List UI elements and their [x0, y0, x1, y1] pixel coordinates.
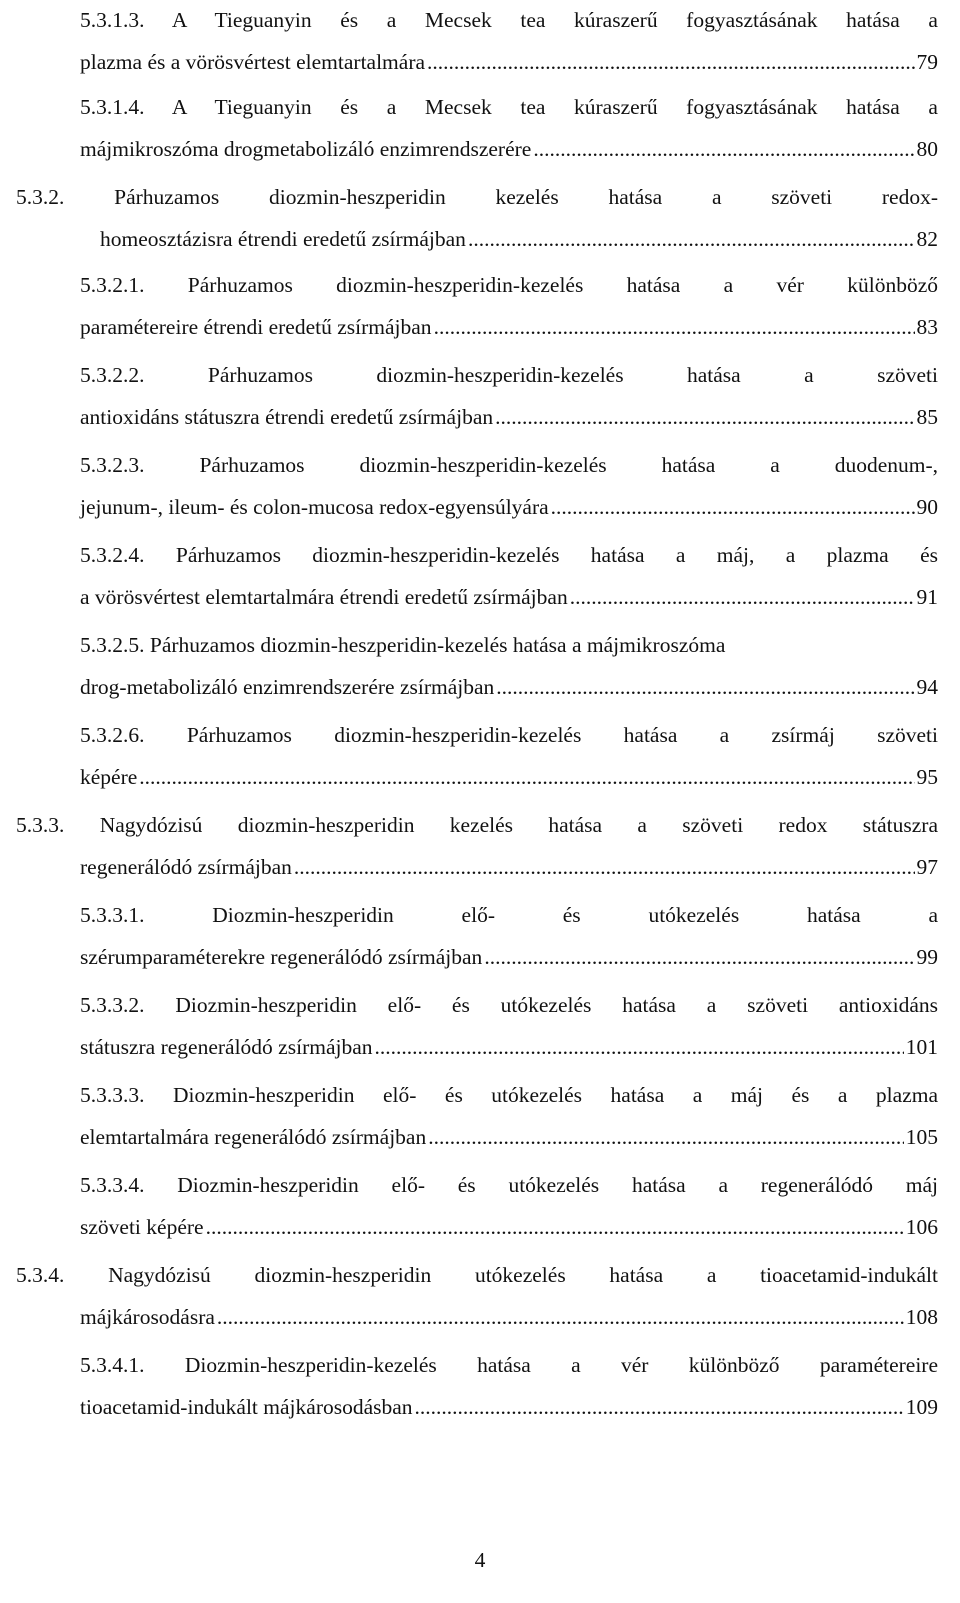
dot-leader — [551, 492, 915, 522]
toc-entry-title: Nagydózisú diozmin-heszperidin utókezelés hatása a tioacetamid-indukált — [108, 1263, 938, 1287]
toc-entry-page: 101 — [905, 1035, 938, 1059]
toc-entry-number: 5.3.3. — [16, 813, 65, 837]
toc-entry-line2 — [80, 1212, 938, 1242]
toc-entry-number: 5.3.2.5. — [80, 633, 145, 657]
toc-entry-line2 — [80, 1122, 938, 1152]
dot-leader — [496, 672, 914, 702]
toc-entry-line1 — [80, 450, 938, 480]
toc-entry-line2 — [80, 852, 938, 882]
toc-entry-title-cont: plazma és a vörösvértest elemtartalmára — [80, 50, 426, 74]
toc-entry-title-cont: antioxidáns státuszra étrendi eredetű zsírmájban — [80, 405, 494, 429]
dot-leader — [139, 762, 914, 792]
toc-entry-line2 — [80, 672, 938, 702]
toc-entry-line1 — [80, 5, 938, 35]
toc-entry-title-cont: státuszra regenerálódó zsírmájban — [80, 1035, 373, 1059]
dot-leader — [415, 1392, 904, 1422]
toc-entry-line2 — [80, 134, 938, 164]
toc-entry-title-cont: paramétereire étrendi eredetű zsírmájban — [80, 315, 432, 339]
dot-leader — [427, 47, 914, 77]
toc-entry-line1 — [80, 1350, 938, 1380]
toc-entry-line1 — [80, 270, 938, 300]
toc-entry-title: Párhuzamos diozmin-heszperidin-kezelés hatása a vér különböző — [187, 273, 938, 297]
toc-entry-line1 — [80, 630, 938, 660]
toc-entry-title-cont: szérumparaméterekre regenerálódó zsírmájban — [80, 945, 483, 969]
toc-entry-line1 — [16, 1260, 938, 1290]
toc-entry-line2 — [80, 942, 938, 972]
toc-entry-title: Diozmin-heszperidin elő- és utókezelés hatása a regenerálódó máj — [177, 1173, 938, 1197]
toc-entry-line1 — [80, 360, 938, 390]
dot-leader — [294, 852, 915, 882]
toc-entry-title: Párhuzamos diozmin-heszperidin-kezelés hatása a zsírmáj szöveti — [186, 723, 938, 747]
toc-entry-page: 90 — [916, 495, 938, 519]
toc-entry-title-cont: homeosztázisra étrendi eredetű zsírmájban — [100, 227, 466, 251]
toc-entry-page: 83 — [916, 315, 938, 339]
toc-entry-title: A Tieguanyin és a Mecsek tea kúraszerű fogyasztásának hatása a — [171, 95, 938, 119]
toc-entry-line2 — [80, 47, 938, 77]
toc-entry-number: 5.3.1.4. — [80, 95, 145, 119]
dot-leader — [375, 1032, 904, 1062]
toc-entry-title-cont: a vörösvértest elemtartalmára étrendi eredetű zsírmájban — [80, 585, 568, 609]
toc-entry-title-cont: szöveti képére — [80, 1215, 204, 1239]
toc-entry-page: 80 — [916, 137, 938, 161]
toc-entry-line2 — [80, 762, 938, 792]
toc-entry-title-cont: tioacetamid-indukált májkárosodásban — [80, 1395, 413, 1419]
toc-entry-line1 — [80, 990, 938, 1020]
toc-entry-number: 5.3.2.6. — [80, 723, 145, 747]
toc-entry-title: Diozmin-heszperidin elő- és utókezelés hatása a máj és a plazma — [173, 1083, 938, 1107]
toc-entry-title-cont: regenerálódó zsírmájban — [80, 855, 292, 879]
dot-leader — [495, 402, 914, 432]
toc-entry-line2 — [100, 224, 938, 254]
toc-entry-number: 5.3.1.3. — [80, 8, 145, 32]
toc-entry-page: 82 — [916, 227, 938, 251]
toc-entry-number: 5.3.2.3. — [80, 453, 145, 477]
toc-entry-line1 — [80, 92, 938, 122]
toc-entry-line2 — [80, 582, 938, 612]
toc-entry-number: 5.3.3.2. — [80, 993, 145, 1017]
toc-entry-number: 5.3.2.4. — [80, 543, 145, 567]
toc-entry-line2 — [80, 402, 938, 432]
toc-entry-title-cont: májmikroszóma drogmetabolizáló enzimrendszerére — [80, 137, 532, 161]
toc-entry-number: 5.3.2.2. — [80, 363, 145, 387]
toc-entry-line1 — [80, 900, 938, 930]
toc-entry-line2 — [80, 312, 938, 342]
toc-entry-title: Diozmin-heszperidin elő- és utókezelés hatása a szöveti antioxidáns — [175, 993, 938, 1017]
toc-entry-number: 5.3.4.1. — [80, 1353, 145, 1377]
toc-entry-page: 108 — [905, 1305, 938, 1329]
toc-entry-line1 — [16, 182, 938, 212]
toc-entry-page: 95 — [916, 765, 938, 789]
toc-entry-page: 109 — [905, 1395, 938, 1419]
toc-entry-number: 5.3.3.4. — [80, 1173, 145, 1197]
toc-entry-title-cont: jejunum-, ileum- és colon-mucosa redox-egyensúlyára — [80, 495, 549, 519]
toc-entry-title: Diozmin-heszperidin-kezelés hatása a vér különböző paramétereire — [184, 1353, 938, 1377]
toc-entry-line2 — [80, 492, 938, 522]
dot-leader — [533, 134, 914, 164]
toc-entry-line2 — [80, 1392, 938, 1422]
toc-entry-title: Nagydózisú diozmin-heszperidin kezelés hatása a szöveti redox státuszra — [99, 813, 938, 837]
toc-entry-title: Párhuzamos diozmin-heszperidin-kezelés hatása a májmikroszóma — [149, 633, 726, 657]
dot-leader — [217, 1302, 904, 1332]
toc-entry-number: 5.3.3.1. — [80, 903, 145, 927]
dot-leader — [428, 1122, 904, 1152]
toc-entry-title: Párhuzamos diozmin-heszperidin-kezelés hatása a szöveti — [207, 363, 938, 387]
toc-entry-line2 — [80, 1032, 938, 1062]
page-number: 4 — [474, 1548, 486, 1572]
toc-entry-number: 5.3.3.3. — [80, 1083, 145, 1107]
dot-leader — [570, 582, 915, 612]
toc-entry-title: Diozmin-heszperidin elő- és utókezelés hatása a — [212, 903, 938, 927]
toc-entry-number: 5.3.2. — [16, 185, 65, 209]
toc-entry-number: 5.3.2.1. — [80, 273, 145, 297]
toc-entry-title-cont: képére — [80, 765, 138, 789]
toc-entry-page: 106 — [905, 1215, 938, 1239]
toc-entry-page: 91 — [916, 585, 938, 609]
toc-entry-line2 — [80, 1302, 938, 1332]
dot-leader — [206, 1212, 904, 1242]
toc-entry-title-cont: májkárosodásra — [80, 1305, 215, 1329]
toc-entry-line1 — [16, 810, 938, 840]
toc-entry-page: 99 — [916, 945, 938, 969]
toc-entry-page: 94 — [916, 675, 938, 699]
toc-entry-title-cont: elemtartalmára regenerálódó zsírmájban — [80, 1125, 427, 1149]
toc-entry-title-cont: drog-metabolizáló enzimrendszerére zsírmájban — [80, 675, 495, 699]
toc-entry-title: A Tieguanyin és a Mecsek tea kúraszerű fogyasztásának hatása a — [171, 8, 938, 32]
dot-leader — [468, 224, 915, 254]
toc-entry-title: Párhuzamos diozmin-heszperidin-kezelés hatása a duodenum-, — [199, 453, 938, 477]
toc-entry-number: 5.3.4. — [16, 1263, 65, 1287]
dot-leader — [434, 312, 915, 342]
toc-entry-page: 79 — [916, 50, 938, 74]
toc-entry-page: 97 — [916, 855, 938, 879]
toc-entry-line1 — [80, 540, 938, 570]
toc-entry-line1 — [80, 1170, 938, 1200]
toc-entry-page: 105 — [905, 1125, 938, 1149]
toc-entry-line1 — [80, 1080, 938, 1110]
toc-entry-title: Párhuzamos diozmin-heszperidin-kezelés hatása a máj, a plazma és — [175, 543, 938, 567]
toc-entry-page: 85 — [916, 405, 938, 429]
dot-leader — [484, 942, 914, 972]
toc-entry-line1 — [80, 720, 938, 750]
toc-entry-title: Párhuzamos diozmin-heszperidin kezelés hatása a szöveti redox- — [114, 185, 938, 209]
